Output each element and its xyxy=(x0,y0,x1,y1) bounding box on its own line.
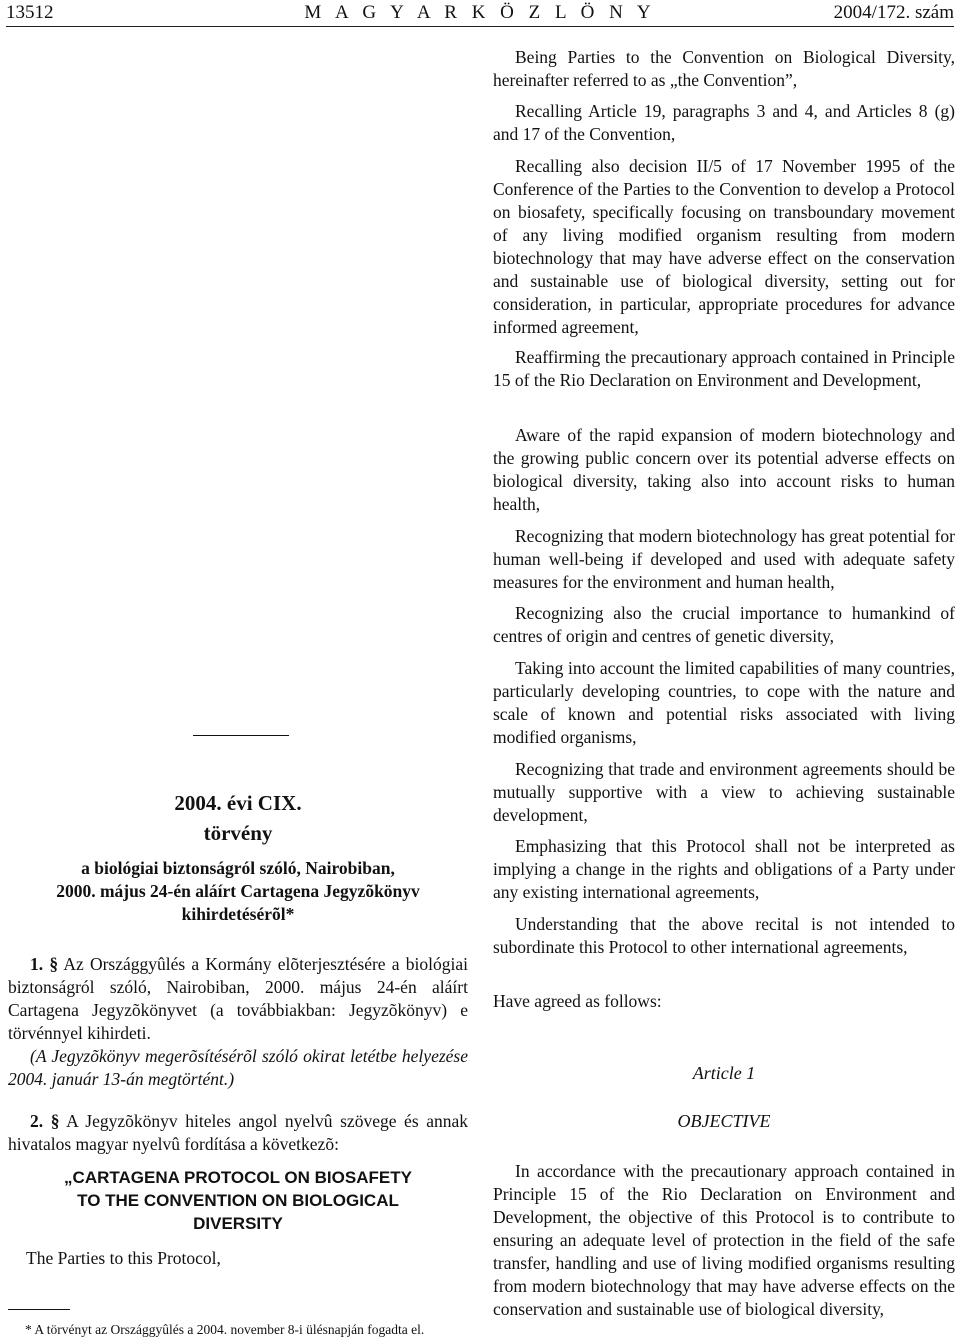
protocol-title-line: TO THE CONVENTION ON BIOLOGICAL xyxy=(77,1191,399,1210)
recital-paragraph: Recalling also decision II/5 of 17 November 1995 of the Conference of the Parties to the Convention to develop a Protocol on biosafety, specifically focusing on transboundary movement of any living modified organism resulting from modern biotechnology that may have adverse effect on the conservation and sustainable use of biological diversity, setting out for consideration, in particular, appropriate procedures for advance informed agreement, xyxy=(493,156,955,337)
recital-paragraph: Recognizing that modern biotechnology has great potential for human well-being if developed and used with adequate safety measures for the environment and human health, xyxy=(493,526,955,592)
article-heading: OBJECTIVE xyxy=(677,1111,771,1131)
recital-paragraph: Aware of the rapid expansion of modern biotechnology and the growing public concern over its potential adverse effects on biological diversity, taking also into account risks to human health, xyxy=(493,425,955,514)
journal-title: M A G Y A R K Ö Z L Ö N Y xyxy=(304,2,656,23)
recital-paragraph: Being Parties to the Convention on Biological Diversity, hereinafter referred to as „the Convention”, xyxy=(493,47,955,90)
recital-paragraph: Understanding that the above recital is not intended to subordinate this Protocol to other international agreements, xyxy=(493,914,955,957)
recital-paragraph: Recognizing that trade and environment agreements should be mutually supportive with a view to achieving sustainable development, xyxy=(493,759,955,825)
law-title-line: kihirdetésérõl* xyxy=(181,904,295,924)
protocol-title-line: DIVERSITY xyxy=(193,1214,283,1233)
protocol-title xyxy=(8,1166,468,1235)
law-title-line: 2000. május 24-én aláírt Cartagena Jegyzõkönyv xyxy=(56,881,420,901)
section-sign: § xyxy=(50,1111,60,1131)
section-2 xyxy=(8,1110,468,1156)
page-header xyxy=(6,0,954,27)
footnote: * A törvényt az Országgyûlés a 2004. november 8-i ülésnapján fogadta el. xyxy=(25,1322,425,1337)
section-1-paragraph xyxy=(8,953,468,1045)
page-number: 13512 xyxy=(6,2,54,23)
recital-paragraph: Recognizing also the crucial importance to humankind of centres of origin and centres of genetic diversity, xyxy=(493,603,955,646)
recital-paragraph: Reaffirming the precautionary approach contained in Principle 15 of the Rio Declaration on Environment and Development, xyxy=(493,347,955,390)
protocol-title-line: „CARTAGENA PROTOCOL ON BIOSAFETY xyxy=(64,1168,412,1187)
section-2-text: A Jegyzõkönyv hiteles angol nyelvû szövege és annak hivatalos magyar nyelvû fordítása a következõ: xyxy=(8,1111,468,1154)
section-separator xyxy=(193,735,289,736)
article-label: Article 1 xyxy=(692,1063,756,1083)
recital-paragraph: Emphasizing that this Protocol shall not be interpreted as implying a change in the rights and obligations of a Party under any existing international agreements, xyxy=(493,836,955,902)
section-sign: § xyxy=(49,954,59,974)
recital-paragraph: Taking into account the limited capabilities of many countries, particularly developing countries, to cope with the nature and scale of known and potential risks associated with living modified organisms, xyxy=(493,658,955,747)
section-1-text: Az Országgyûlés a Kormány elõterjesztésére a biológiai biztonságról szóló, Nairobiban, 2000. május 24-én aláírt Cartagena Jegyzõkönyvet (a továbbiakban: Jegyzõkönyv) e törvénnyel kihirdeti. xyxy=(8,954,468,1043)
agreement-line: Have agreed as follows: xyxy=(493,991,662,1011)
law-title xyxy=(8,857,468,926)
section-2-number: 2. xyxy=(30,1111,44,1131)
law-title-line: a biológiai biztonságról szóló, Nairobiban, xyxy=(81,858,395,878)
footnote-rule xyxy=(8,1309,70,1310)
section-1-note: (A Jegyzõkönyv megerõsítésérõl szóló okirat letétbe helyezése 2004. január 13-án megtörtént.) xyxy=(8,1046,468,1089)
law-number: 2004. évi CIX. xyxy=(174,791,302,815)
parties-line: The Parties to this Protocol, xyxy=(26,1248,221,1268)
issue-number: 2004/172. szám xyxy=(833,2,954,23)
article-1-text: In accordance with the precautionary approach contained in Principle 15 of the Rio Declaration on Environment and Development, the objective of this Protocol is to contribute to ensuring an adequate level of protection in the field of the safe transfer, handling and use of living modified organisms resulting from modern biotechnology that may have adverse effects on the conservation and sustainable use of biological diversity, xyxy=(493,1161,955,1319)
law-type: törvény xyxy=(203,821,273,845)
section-1 xyxy=(8,953,468,1091)
section-1-number: 1. xyxy=(30,954,44,974)
section-2-paragraph xyxy=(8,1110,468,1156)
recital-paragraph: Recalling Article 19, paragraphs 3 and 4, and Articles 8 (g) and 17 of the Convention, xyxy=(493,101,955,144)
